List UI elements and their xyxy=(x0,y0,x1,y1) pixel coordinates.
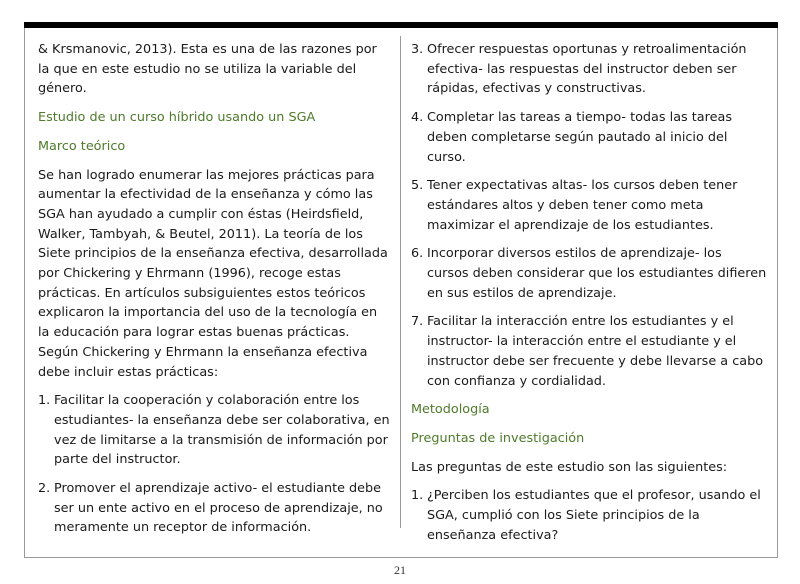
practices-list xyxy=(38,391,390,538)
research-questions-heading: Preguntas de investigación xyxy=(411,430,585,446)
methodology-heading: Metodología xyxy=(411,402,490,418)
list-item-number: 4. xyxy=(411,110,424,126)
list-item xyxy=(411,40,767,99)
list-item-number: 7. xyxy=(411,314,424,330)
questions-list xyxy=(411,486,767,545)
list-item xyxy=(38,391,390,470)
left-column xyxy=(38,40,390,547)
list-item xyxy=(38,479,390,538)
page-number: 21 xyxy=(394,563,406,577)
list-item-number: 2. xyxy=(38,481,51,497)
list-item xyxy=(411,312,767,391)
list-item-number: 1. xyxy=(411,488,424,504)
list-item-number: 3. xyxy=(411,42,424,57)
list-item-text: Tener expectativas altas- los cursos deben tener estándares altos y deben tener como meta maximizar el aprendizaje de los estudiantes. xyxy=(427,178,738,233)
list-item-text: Completar las tareas a tiempo- todas las tareas deben completarse según pautado al inicio del curso. xyxy=(427,110,732,165)
list-item-text: ¿Perciben los estudiantes que el profesor, usando el SGA, cumplió con los Siete principios de la enseñanza efectiva? xyxy=(427,488,761,543)
list-item xyxy=(411,486,767,545)
list-item-number: 5. xyxy=(411,178,424,194)
list-item-text: Incorporar diversos estilos de aprendizaje- los cursos deben considerar que los estudiantes difieren en sus estilos de aprendizaje. xyxy=(427,246,767,301)
list-item-number: 1. xyxy=(38,393,51,409)
section-heading: Estudio de un curso híbrido usando un SGA xyxy=(38,110,316,126)
list-item-text: Facilitar la cooperación y colaboración entre los estudiantes- la enseñanza debe ser colaborativa, en vez de limitarse a la transmisión de información por parte del instructor. xyxy=(54,393,390,468)
questions-intro: Las preguntas de este estudio son las siguientes: xyxy=(411,459,728,475)
body-paragraph: Se han logrado enumerar las mejores prácticas para aumentar la efectividad de la enseñanza y cómo las SGA han ayudado a cumplir con éstas (Heirdsfield, Walker, Tambyah, & Beutel, 2011). La teoría de los Siete principios de la enseñanza efectiva, desarrollada por Chickering y Ehrmann (1996), recoge estas prácticas. En artículos subsiguientes estos teóricos explicaron la importancia del uso de la tecnología en la educación para lograr estas buenas prácticas. Según Chickering y Ehrmann la enseñanza efectiva debe incluir estas prácticas: xyxy=(38,167,388,380)
list-item xyxy=(411,244,767,303)
list-item xyxy=(411,176,767,235)
right-column xyxy=(411,40,767,554)
practices-list-continued xyxy=(411,40,767,391)
list-item-text: Facilitar la interacción entre los estudiantes y el instructor- la interacción entre el estudiante y el instructor debe ser frecuente y debe llevarse a cabo con confianza y cordialidad. xyxy=(427,314,764,389)
list-item-text: Ofrecer respuestas oportunas y retroalimentación efectiva- las respuestas del instructor deben ser rápidas, efectivas y constructivas. xyxy=(427,42,747,97)
list-item-number: 6. xyxy=(411,246,424,262)
list-item-text: Promover el aprendizaje activo- el estudiante debe ser un ente activo en el proceso de aprendizaje, no meramente un receptor de información. xyxy=(54,481,383,536)
list-item xyxy=(411,108,767,167)
column-divider xyxy=(400,36,401,528)
intro-paragraph: & Krsmanovic, 2013). Esta es una de las razones por la que en este estudio no se utiliza la variable del género. xyxy=(38,42,377,97)
subsection-heading: Marco teórico xyxy=(38,138,126,154)
